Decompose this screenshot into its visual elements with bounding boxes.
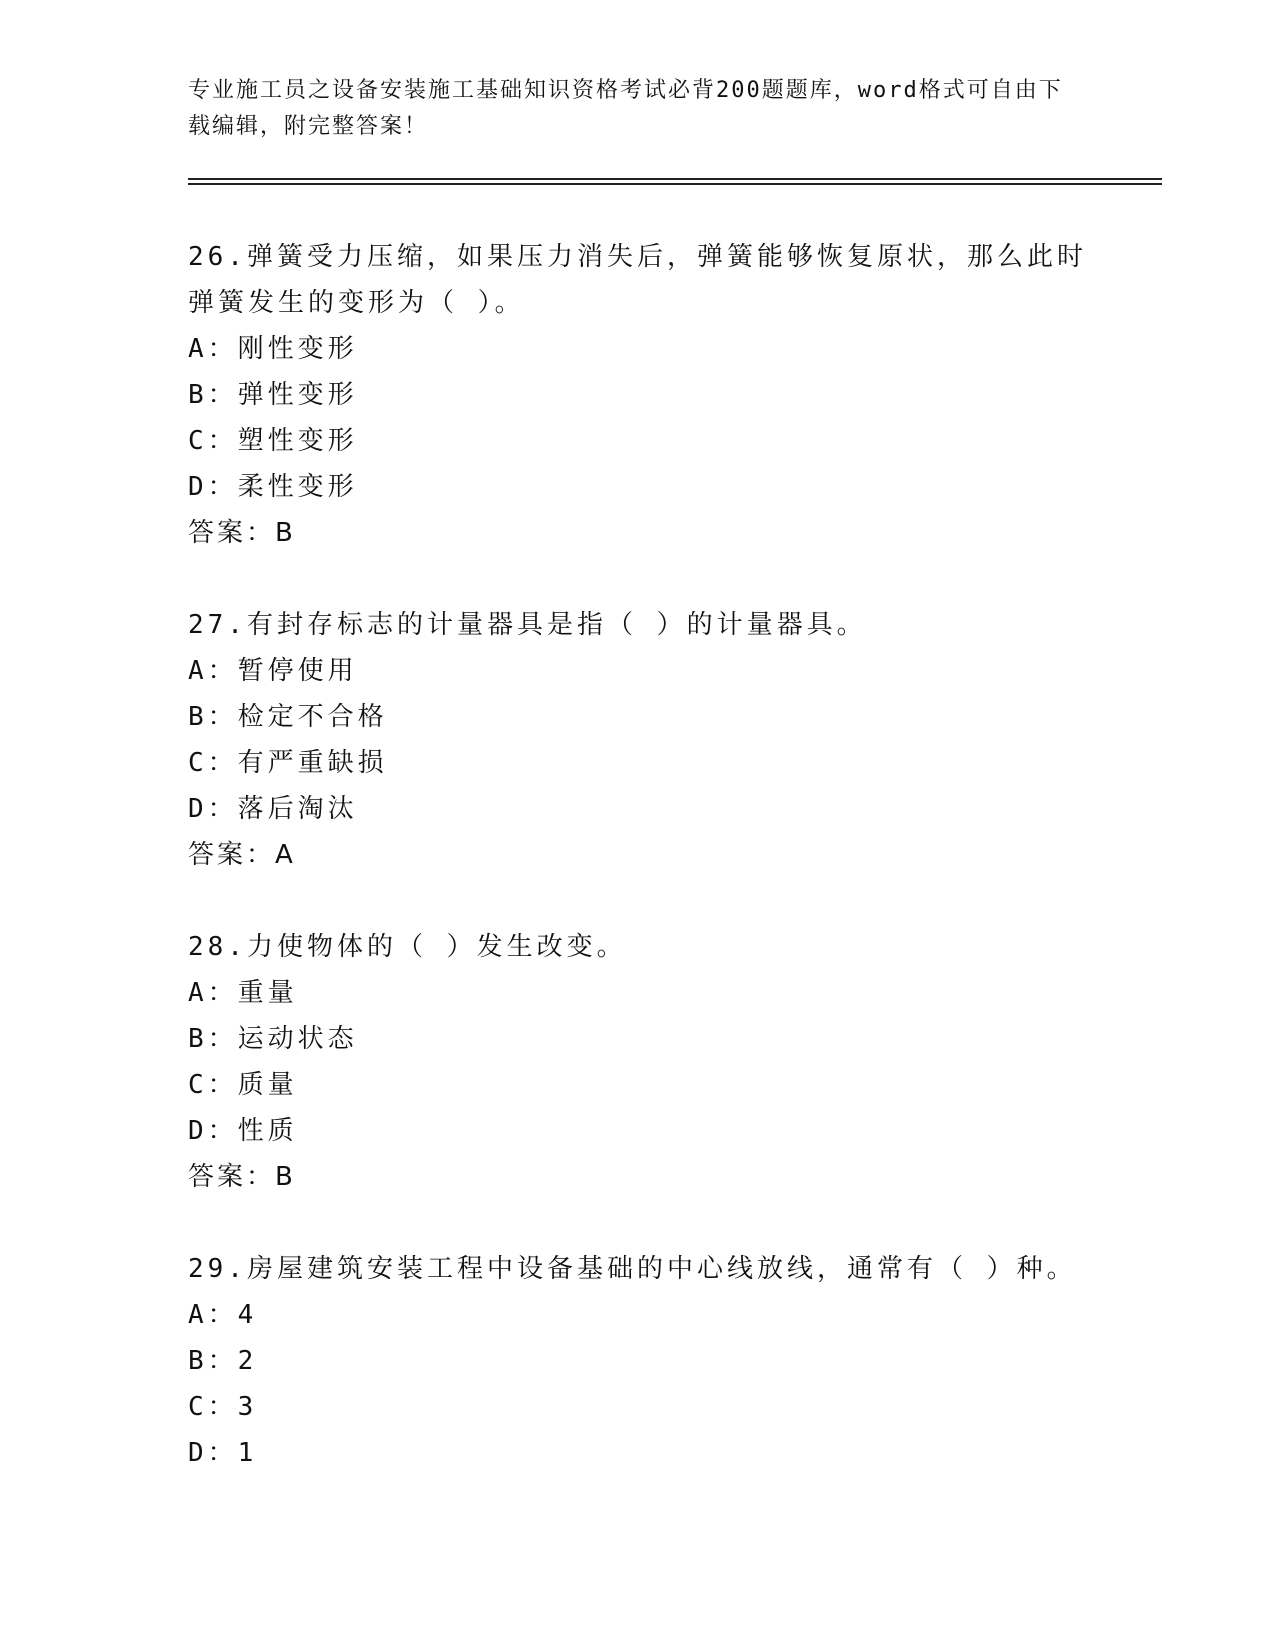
option-c: C：3 bbox=[188, 1392, 258, 1422]
option-d: D：落后淘汰 bbox=[188, 794, 358, 824]
option-d: D：性质 bbox=[188, 1116, 298, 1146]
option-b: B：检定不合格 bbox=[188, 702, 388, 732]
answer-line: 答案：A bbox=[188, 840, 296, 870]
question-28 bbox=[188, 924, 1088, 1200]
option-a: A：4 bbox=[188, 1300, 258, 1330]
option-b: B：运动状态 bbox=[188, 1024, 358, 1054]
option-c: C：塑性变形 bbox=[188, 426, 358, 456]
question-stem: 26.弹簧受力压缩，如果压力消失后，弹簧能够恢复原状，那么此时弹簧发生的变形为（ ）。 bbox=[188, 242, 1087, 318]
question-29 bbox=[188, 1246, 1088, 1476]
question-stem: 28.力使物体的（ ）发生改变。 bbox=[188, 932, 627, 962]
option-a: A：刚性变形 bbox=[188, 334, 358, 364]
header-divider-top bbox=[188, 178, 1162, 180]
option-b: B：2 bbox=[188, 1346, 258, 1376]
answer-line: 答案：B bbox=[188, 518, 296, 548]
question-27 bbox=[188, 602, 1088, 878]
question-stem: 27.有封存标志的计量器具是指（ ）的计量器具。 bbox=[188, 610, 867, 640]
option-c: C：有严重缺损 bbox=[188, 748, 388, 778]
answer-line: 答案：B bbox=[188, 1162, 296, 1192]
option-a: A：重量 bbox=[188, 978, 298, 1008]
option-d: D：1 bbox=[188, 1438, 258, 1468]
document-header: 专业施工员之设备安装施工基础知识资格考试必背200题题库，word格式可自由下载编辑，附完整答案！ bbox=[188, 78, 1063, 139]
header-divider-bottom bbox=[188, 183, 1162, 185]
option-a: A：暂停使用 bbox=[188, 656, 358, 686]
option-b: B：弹性变形 bbox=[188, 380, 358, 410]
question-list bbox=[188, 234, 1088, 1522]
option-d: D：柔性变形 bbox=[188, 472, 358, 502]
question-26 bbox=[188, 234, 1088, 556]
question-stem: 29.房屋建筑安装工程中设备基础的中心线放线，通常有（ ）种。 bbox=[188, 1254, 1077, 1284]
option-c: C：质量 bbox=[188, 1070, 298, 1100]
